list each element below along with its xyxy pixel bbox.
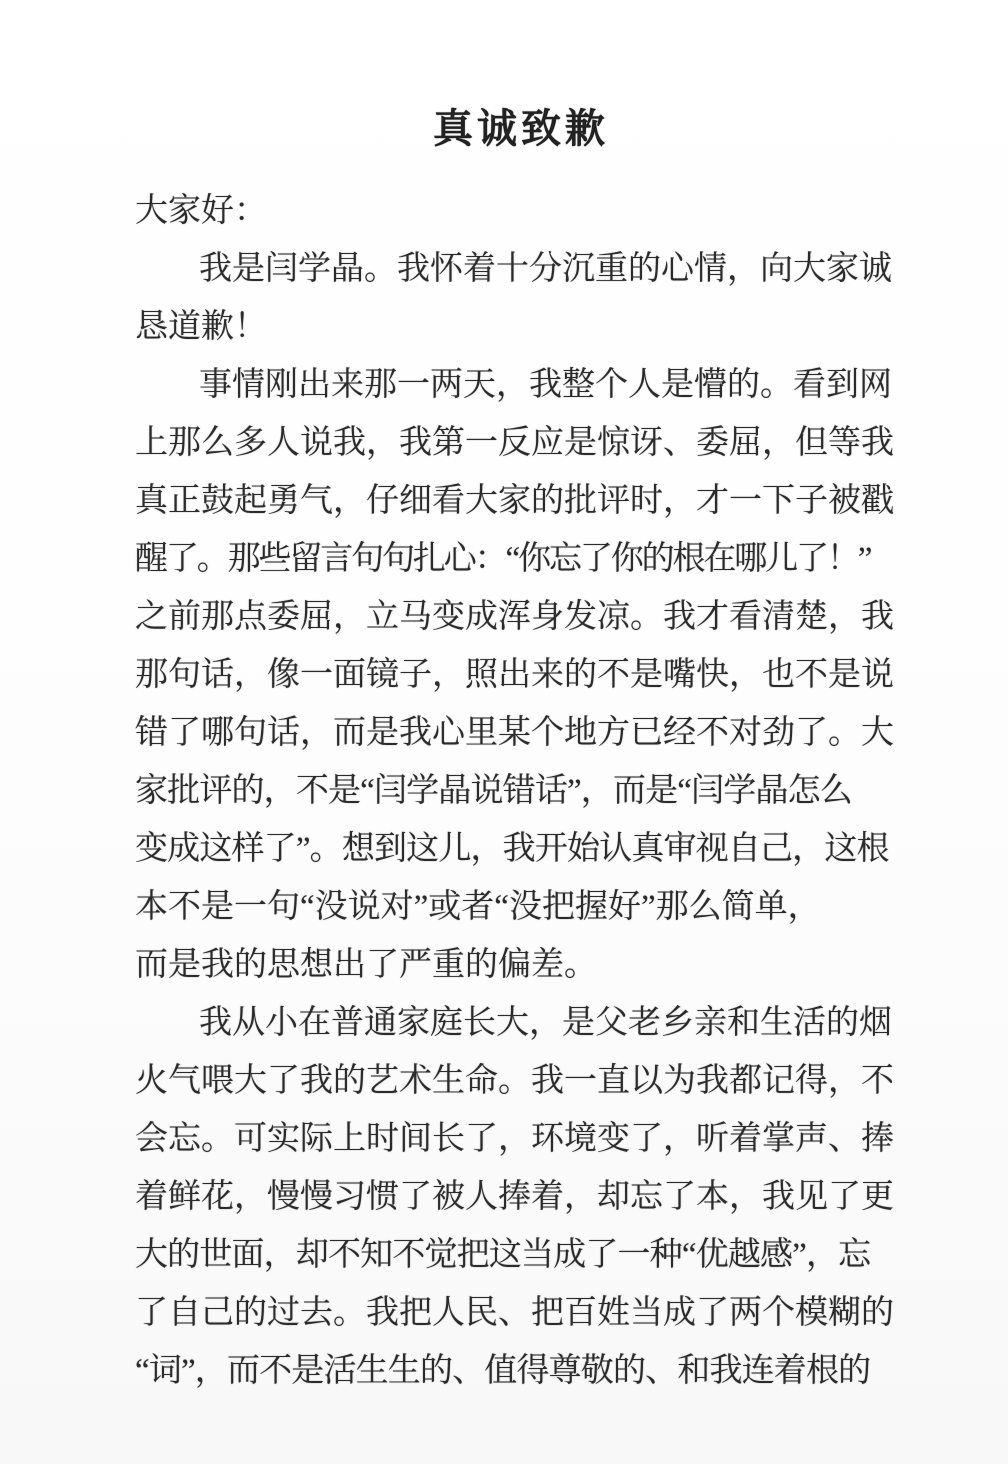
paragraph-2-line-11: 而是我的思想出了严重的偏差。	[135, 947, 597, 983]
paragraph-3-line-3: 会忘。可实际上时间长了，环境变了，听着掌声、捧	[135, 1121, 894, 1157]
paragraph-1-line-1: 我是闫学晶。我怀着十分沉重的心情，向大家诚	[199, 251, 892, 287]
paragraph-1-line-2: 恳道歉！	[135, 309, 267, 345]
paragraph-3-line-5: 大的世面，却不知不觉把这当成了一种“优越感”，忘	[135, 1237, 871, 1273]
paragraph-2-line-10: 本不是一句“没说对”或者“没把握好”那么简单，	[135, 889, 821, 925]
paragraph-3-line-6: 了自己的过去。我把人民、把百姓当成了两个模糊的	[135, 1295, 894, 1331]
paragraph-2-line-9: 变成这样了”。想到这儿，我开始认真审视自己，这根	[135, 831, 889, 867]
paragraphs-container	[135, 240, 907, 1400]
document-title: 真诚致歉	[433, 106, 609, 151]
paragraph-3-line-7: “词”，而不是活生生的、值得尊敬的、和我连着根的	[135, 1353, 871, 1389]
paragraph-2-line-7: 错了哪句话，而是我心里某个地方已经不对劲了。大	[135, 715, 894, 751]
salutation: 大家好：	[135, 193, 267, 229]
paragraph-3-line-4: 着鲜花，慢慢习惯了被人捧着，却忘了本，我见了更	[135, 1179, 894, 1215]
paragraph-2-line-1: 事情刚出来那一两天，我整个人是懵的。看到网	[199, 367, 892, 403]
paragraph-2-line-8: 家批评的，不是“闫学晶说错话”，而是“闫学晶怎么	[135, 773, 852, 809]
paragraph-2-line-6: 那句话，像一面镜子，照出来的不是嘴快，也不是说	[135, 657, 894, 693]
paragraph-2-line-5: 之前那点委屈，立马变成浑身发凉。我才看清楚，我	[135, 599, 894, 635]
paragraph-2-line-4: 醒了。那些留言句句扎心：“你忘了你的根在哪儿了！”	[135, 541, 871, 577]
paragraph-3-line-2: 火气喂大了我的艺术生命。我一直以为我都记得，不	[135, 1063, 894, 1099]
paragraph-2-line-2: 上那么多人说我，我第一反应是惊讶、委屈，但等我	[135, 425, 894, 461]
paragraph-3-line-1: 我从小在普通家庭长大，是父老乡亲和生活的烟	[199, 1005, 892, 1041]
paragraph-2-line-3: 真正鼓起勇气，仔细看大家的批评时，才一下子被戳	[135, 483, 894, 519]
letter-content	[135, 104, 907, 1400]
